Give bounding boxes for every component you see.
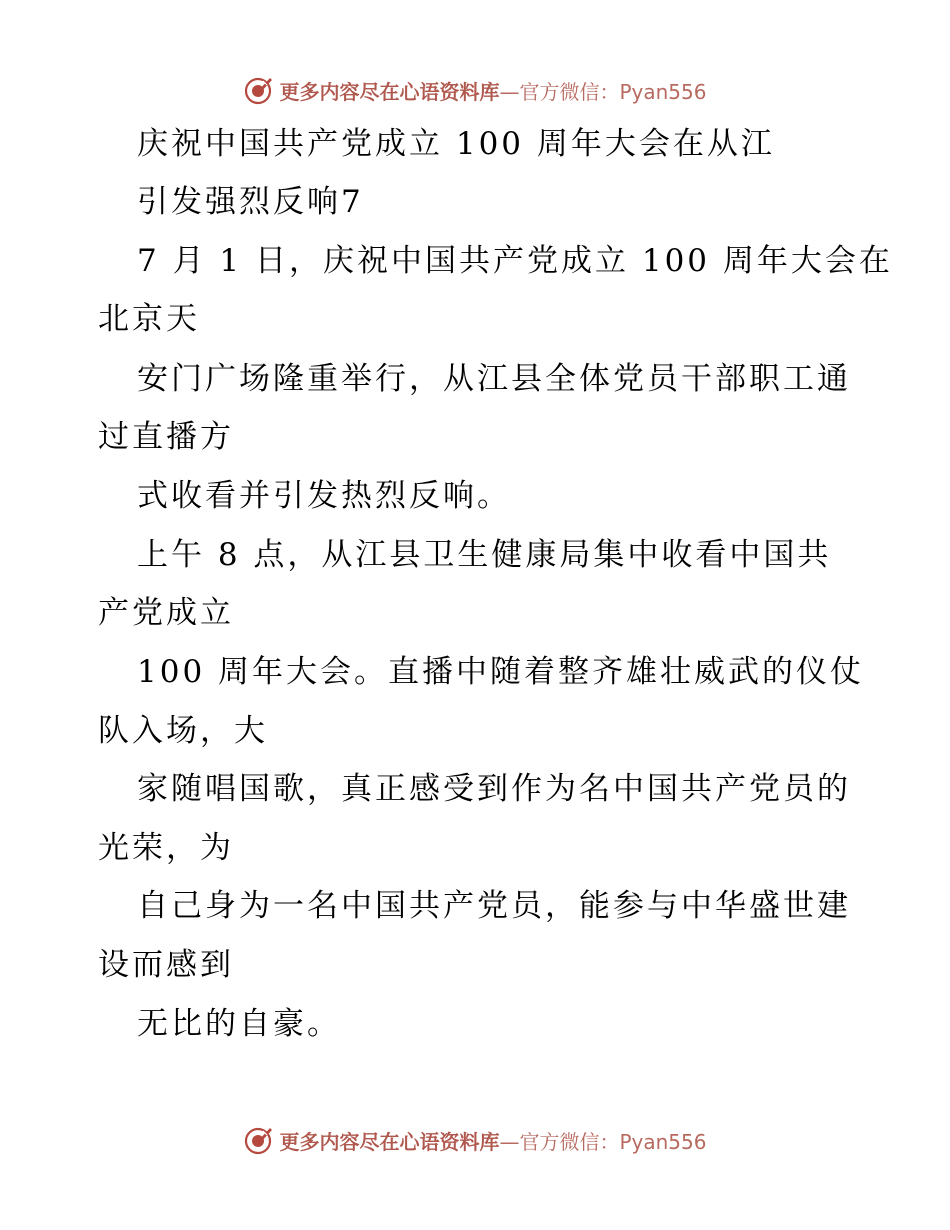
paragraph-line: 家随唱国歌，真正感受到作为名中国共产党员的 — [137, 771, 851, 807]
pen-nib-logo-icon — [243, 75, 273, 105]
paragraph-line: 安门广场隆重举行，从江县全体党员干部职工通 — [137, 361, 851, 397]
paragraph-line: 产党成立 — [98, 595, 234, 631]
paragraph-line: 式收看并引发热烈反响。 — [137, 478, 511, 514]
paragraph-line: 队入场，大 — [98, 713, 268, 749]
paragraph-line: 无比的自豪。 — [137, 1006, 341, 1042]
paragraph-line: 7 月 1 日，庆祝中国共产党成立 100 周年大会在 — [137, 243, 893, 279]
header-banner — [0, 70, 950, 110]
footer-banner — [0, 1120, 950, 1160]
banner-text — [279, 1126, 706, 1155]
banner-wechat-text: 官方微信：Pyan556 — [519, 1129, 707, 1154]
paragraph-line: 100 周年大会。直播中随着整齐雄壮威武的仪仗 — [137, 654, 865, 690]
banner-separator: — — [499, 79, 520, 104]
pen-nib-logo-icon — [243, 1125, 273, 1155]
banner-separator: — — [499, 1129, 520, 1154]
banner-main-text: 更多内容尽在心语资料库 — [279, 1129, 500, 1154]
paragraph-line: 北京天 — [98, 301, 200, 337]
paragraph-line: 过直播方 — [98, 419, 234, 455]
document-title-line-2: 引发强烈反响7 — [137, 184, 364, 220]
banner-wechat-text: 官方微信：Pyan556 — [519, 79, 707, 104]
banner-main-text: 更多内容尽在心语资料库 — [279, 79, 500, 104]
document-title-line-1: 庆祝中国共产党成立 100 周年大会在从江 — [137, 126, 775, 162]
paragraph-line: 自己身为一名中国共产党员，能参与中华盛世建 — [137, 888, 851, 924]
banner-text — [279, 76, 706, 105]
paragraph-line: 设而感到 — [98, 947, 234, 983]
paragraph-line: 上午 8 点，从江县卫生健康局集中收看中国共 — [137, 537, 832, 573]
paragraph-line: 光荣，为 — [98, 830, 234, 866]
